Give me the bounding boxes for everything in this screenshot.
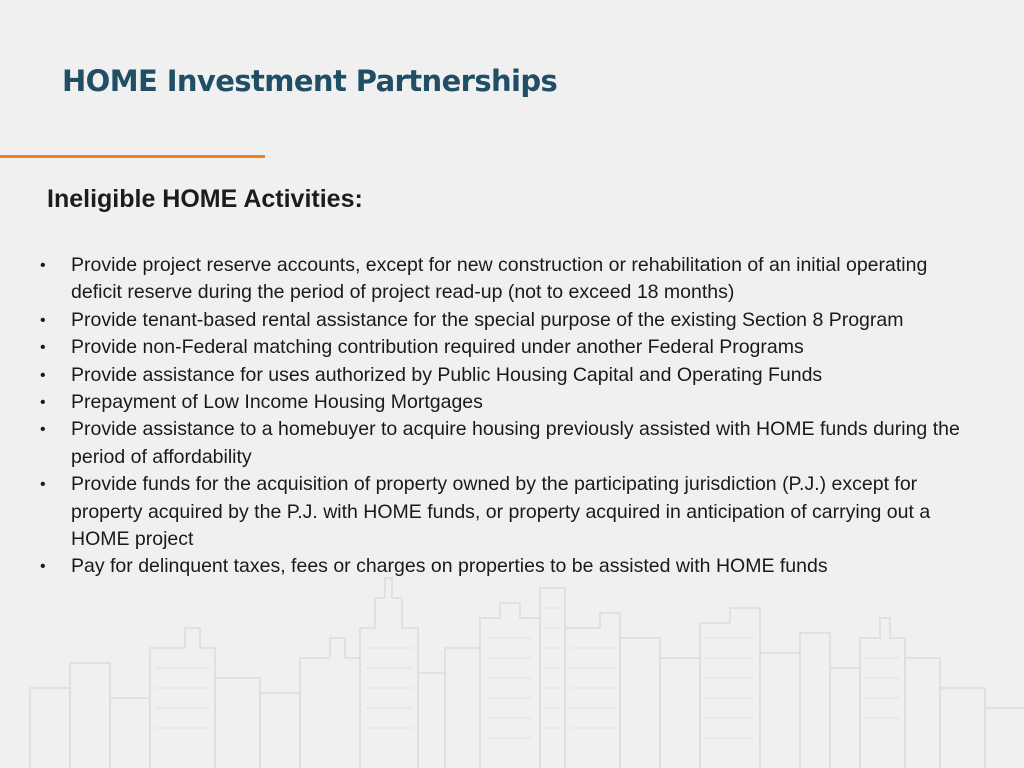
- bullet-icon: •: [40, 476, 46, 494]
- list-item-text: Provide funds for the acquisition of property owned by the participating jurisdiction (P.J.) except for property acquired by the P.J. with HOME funds, or property acquired in anticipation of carrying out a HOME project: [71, 473, 931, 551]
- bullet-icon: •: [40, 394, 46, 412]
- list-item: [40, 334, 980, 361]
- list-item: [40, 553, 980, 580]
- bullet-list: [40, 252, 980, 581]
- list-item-text: Pay for delinquent taxes, fees or charges on properties to be assisted with HOME funds: [71, 555, 828, 578]
- list-item-text: Provide tenant-based rental assistance for the special purpose of the existing Section 8 Program: [71, 308, 904, 331]
- list-item-text: Provide assistance to a homebuyer to acquire housing previously assisted with HOME funds during the period of affordability: [71, 418, 960, 468]
- bullet-icon: •: [40, 339, 46, 357]
- list-item-text: Provide non-Federal matching contribution required under another Federal Programs: [71, 336, 804, 359]
- list-item-text: Provide assistance for uses authorized by Public Housing Capital and Operating Funds: [71, 363, 823, 386]
- list-item-text: Prepayment of Low Income Housing Mortgages: [71, 391, 483, 414]
- list-item: [40, 471, 980, 553]
- section-heading: Ineligible HOME Activities:: [47, 185, 363, 213]
- list-item: [40, 252, 980, 307]
- list-item-text: Provide project reserve accounts, except for new construction or rehabilitation of an initial operating deficit reserve during the period of project read-up (not to exceed 18 months): [71, 254, 928, 304]
- bullet-icon: •: [40, 311, 46, 329]
- city-skyline-watermark: [0, 568, 1024, 768]
- bullet-icon: •: [40, 366, 46, 384]
- bullet-icon: •: [40, 421, 46, 439]
- slide-title: HOME Investment Partnerships: [62, 64, 558, 98]
- bullet-icon: •: [40, 558, 46, 576]
- accent-divider: [0, 155, 265, 158]
- bullet-icon: •: [40, 257, 46, 274]
- list-item: [40, 307, 980, 334]
- list-item: [40, 362, 980, 389]
- list-item: [40, 416, 980, 471]
- list-item: [40, 389, 980, 416]
